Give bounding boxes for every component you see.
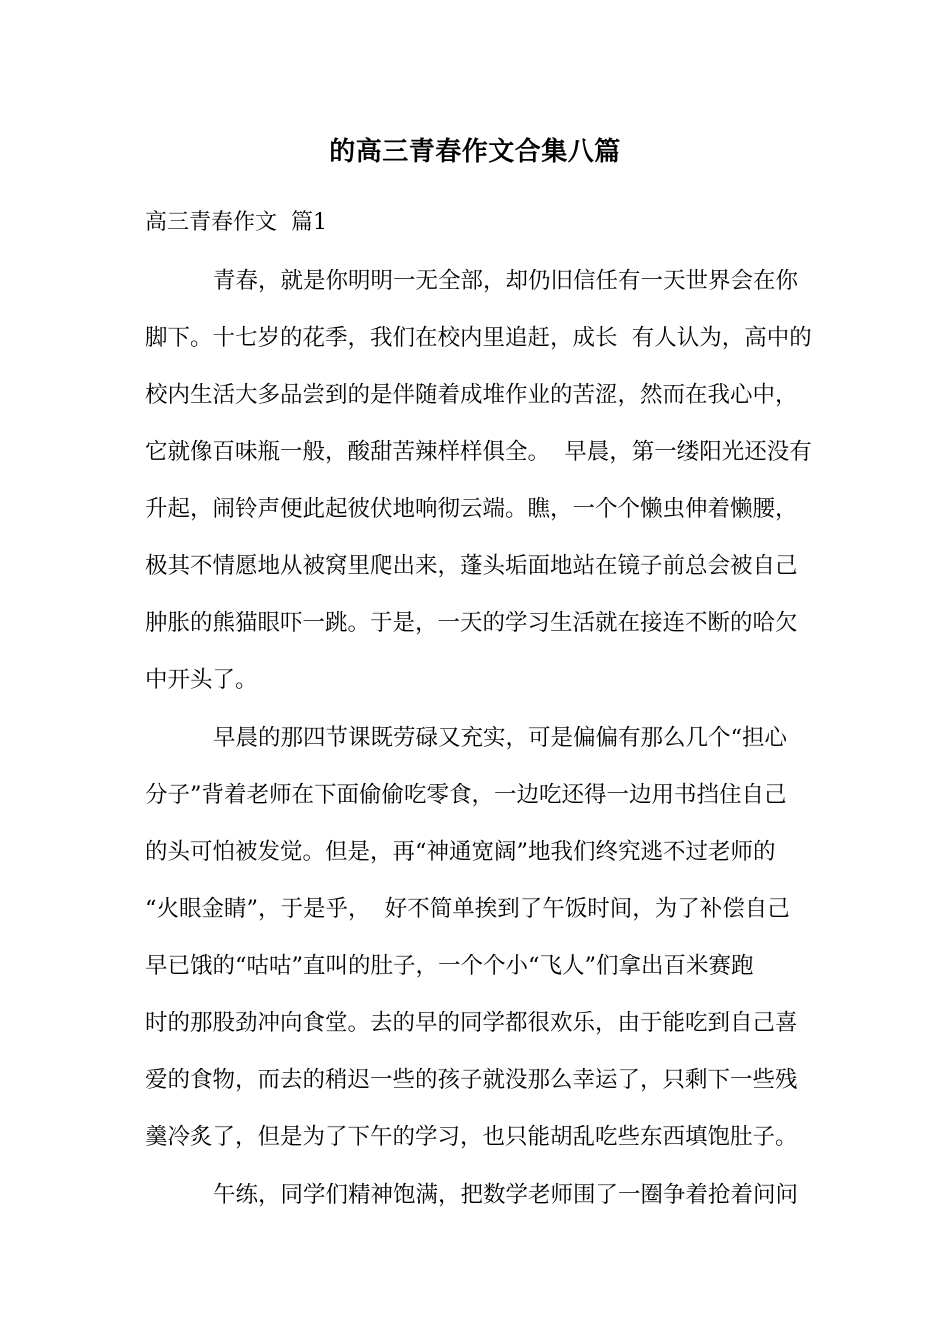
paragraph-line: 升起，闹铃声便此起彼伏地响彻云端。瞧，一个个懒虫伸着懒腰， [145,496,798,522]
paragraph-line: 肿胀的熊猫眼吓一跳。于是，一天的学习生活就在接连不断的哈欠 [145,610,798,636]
paragraph-line: 的头可怕被发觉。但是，再“神通宽阔”地我们终究逃不过老师的 [145,839,776,865]
section-heading: 高三青春作文 篇1 [145,210,327,235]
paragraph-line: 早已饿的“咕咕”直叫的肚子，一个个小“飞人”们拿出百米赛跑 [145,953,754,979]
paragraph-line: 羹冷炙了，但是为了下午的学习，也只能胡乱吃些东西填饱肚子。 [145,1124,798,1150]
paragraph-line: 它就像百味瓶一般，酸甜苦辣样样俱全。 早晨，第一缕阳光还没有 [145,439,812,465]
paragraph-line: “火眼金睛”，于是乎， 好不简单挨到了午饭时间，为了补偿自己 [145,896,790,922]
paragraph-line: 极其不情愿地从被窝里爬出来，蓬头垢面地站在镜子前总会被自己 [145,553,798,579]
paragraph-line: 中开头了。 [145,667,258,693]
paragraph-line: 爱的食物，而去的稍迟一些的孩子就没那么幸运了，只剩下一些残 [145,1067,798,1093]
paragraph-line: 分子”背着老师在下面偷偷吃零食，一边吃还得一边用书挡住自己 [145,782,787,808]
paragraph-line: 早晨的那四节课既劳碌又充实，可是偏偏有那么几个“担心 [213,725,788,751]
paragraph-line: 午练，同学们精神饱满，把数学老师围了一圈争着抢着问问 [213,1182,799,1208]
paragraph-line: 青春，就是你明明一无全部，却仍旧信任有一天世界会在你 [213,268,799,294]
paragraph-line: 时的那股劲冲向食堂。去的早的同学都很欢乐，由于能吃到自己喜 [145,1010,798,1036]
document-title: 的高三青春作文合集八篇 [329,137,621,167]
paragraph-line: 校内生活大多品尝到的是伴随着成堆作业的苦涩，然而在我心中， [145,382,798,408]
paragraph-line: 脚下。十七岁的花季，我们在校内里追赶，成长 有人认为，高中的 [145,325,812,351]
